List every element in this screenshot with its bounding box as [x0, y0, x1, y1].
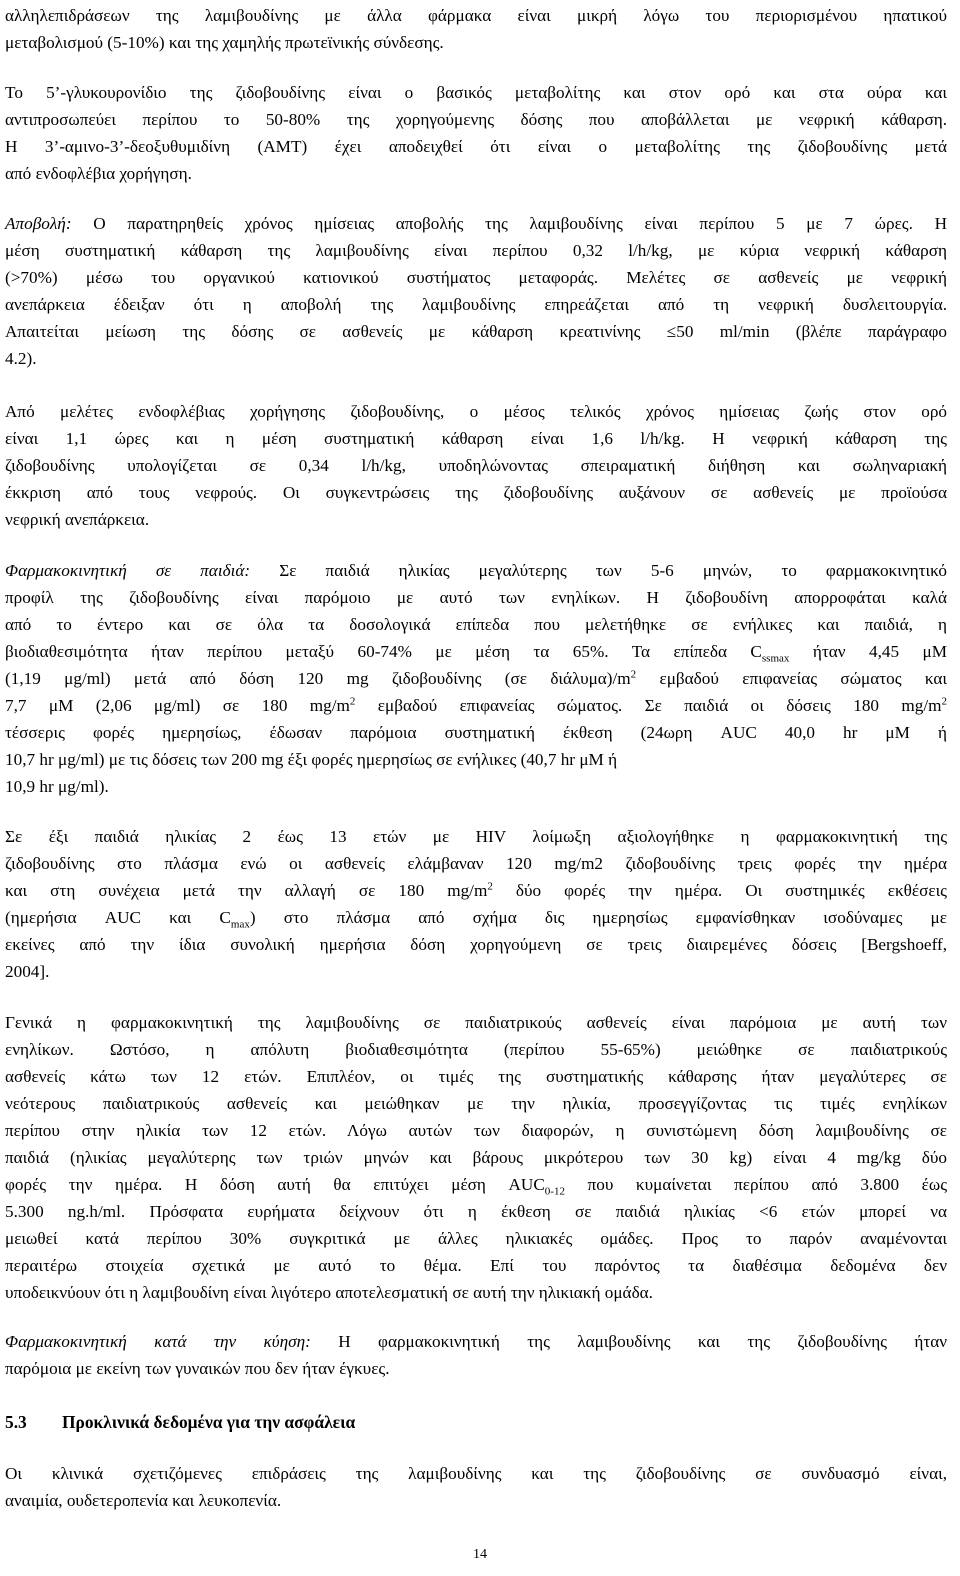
section-number: 5.3	[5, 1412, 27, 1432]
paragraph-iv-zidovudine	[5, 398, 947, 533]
text-line: Η 3’-αμινο-3’-δεοξυθυμιδίνη (AMT) έχει αποδειχθεί ότι είναι ο μεταβολίτης της ζιδοβουδίνης μετά	[5, 137, 947, 156]
text-line: είναι 1,1 ώρες και η μέση συστηματική κάθαρση είναι 1,6 l/h/kg. Η νεφρική κάθαρση της	[5, 429, 947, 448]
superscript: 2	[487, 880, 493, 893]
text-line: 10,9 hr μg/ml).	[5, 777, 109, 796]
text-fragment: που κυμαίνεται περίπου από 3.800 έως	[564, 1175, 948, 1194]
text-fragment: Ο παρατηρηθείς χρόνος ημίσειας αποβολής της λαμιβουδίνης είναι περίπου 5 με 7 ώρες. Η	[71, 214, 947, 233]
subscript: max	[230, 918, 250, 931]
text-line: 2004].	[5, 962, 50, 981]
text-line: έκκριση από τους νεφρούς. Οι συγκεντρώσεις της ζιδοβουδίνης αυξάνουν σε ασθενείς με προϊούσα	[5, 483, 947, 502]
text-fragment: Σε παιδιά ηλικίας μεγαλύτερης των 5-6 μηνών, το φαρμακοκινητικό	[250, 561, 947, 580]
text-line	[5, 692, 947, 719]
paragraph-preclinical	[5, 1460, 947, 1514]
superscript: 2	[349, 695, 356, 708]
text-line: Σε έξι παιδιά ηλικίας 2 έως 13 ετών με HIV λοίμωξη αξιολογήθηκε η φαρμακοκινητική της	[5, 827, 947, 846]
text-line: μειωθεί κατά περίπου 30% συγκριτικά με άλλες ηλικιακές ομάδες. Προς το παρόν αναμένονται	[5, 1229, 947, 1248]
text-line: Γενικά η φαρμακοκινητική της λαμιβουδίνης σε παιδιατρικούς ασθενείς είναι παρόμοια με αυτή των	[5, 1013, 947, 1032]
paragraph-elimination	[5, 210, 947, 372]
paragraph-hiv-children	[5, 823, 947, 985]
text-fragment: ήταν 4,45 μM	[789, 642, 948, 661]
text-line: ζιδοβουδίνης υπολογίζεται σε 0,34 l/h/kg, υποδηλώνοντας σπειραματική διήθηση και σωληναριακή	[5, 456, 947, 475]
paragraph-pediatric-pk	[5, 557, 947, 800]
paragraph-zidovudine-metabolite	[5, 79, 947, 187]
text-line	[5, 665, 947, 692]
text-line: νεότερους παιδιατρικούς ασθενείς και μειώθηκαν με την ηλικία, προσεγγίζοντας τις τιμές ενηλίκων	[5, 1094, 947, 1113]
text-line: 10,7 hr μg/ml) με τις δόσεις των 200 mg έξι φορές ημερησίως σε ενήλικες (40,7 hr μM ή	[5, 750, 618, 769]
text-line: Το 5’-γλυκουρονίδιο της ζιδοβουδίνης είναι ο βασικός μεταβολίτης και στον ορό και στα ούρα και	[5, 83, 947, 102]
paragraph-pediatric-lamivudine	[5, 1009, 947, 1306]
text-line: Από μελέτες ενδοφλέβιας χορήγησης ζιδοβουδίνης, ο μέσος τελικός χρόνος ημίσειας ζωής στον ορό	[5, 402, 947, 421]
text-line: από το έντερο και σε όλα τα δοσολογικά επίπεδα που μελετήθηκε σε ενήλικες και παιδιά, η	[5, 615, 947, 634]
text-line: παιδιά (ηλικίας μεγαλύτερης των τριών μηνών και βάρους μικρότερου των 30 kg) είναι 4 mg/kg δύο	[5, 1148, 947, 1167]
text-line: ανεπάρκεια έδειξαν ότι η αποβολή της λαμιβουδίνης επηρεάζεται από τη νεφρική δυσλειτουργία.	[5, 295, 947, 314]
text-fragment: βιοδιαθεσιμότητα ήταν περίπου μεταξύ 60-74% με μέση τα 65%. Τα επίπεδα C	[5, 642, 762, 661]
text-line	[5, 210, 947, 237]
text-fragment: 7,7 μM (2,06 μg/ml) σε 180 mg/m	[5, 696, 350, 715]
text-line: αλληλεπιδράσεων της λαμιβουδίνης με άλλα φάρμακα είναι μικρή λόγω του περιορισμένου ηπατικού	[5, 6, 947, 25]
text-line	[5, 557, 947, 584]
subscript: ssmax	[761, 652, 790, 665]
text-line: Απαιτείται μείωση της δόσης σε ασθενείς με κάθαρση κρεατινίνης ≤50 ml/min (βλέπε παράγραφο	[5, 322, 947, 341]
text-fragment: (ημερήσια AUC και C	[5, 908, 231, 927]
pregnancy-label: Φαρμακοκινητική κατά την κύηση:	[5, 1332, 311, 1351]
text-line: περαιτέρω στοιχεία σχετικά με αυτό το θέμα. Επί του παρόντος τα διαθέσιμα δεδομένα δεν	[5, 1256, 947, 1275]
text-line: νεφρική ανεπάρκεια.	[5, 510, 150, 529]
superscript: 2	[630, 668, 637, 681]
text-line: μέση συστηματική κάθαρση της λαμιβουδίνης είναι περίπου 0,32 l/h/kg, με κύρια νεφρική κάθαρση	[5, 241, 947, 260]
text-line: μεταβολισμού (5-10%) και της χαμηλής πρωτεϊνικής σύνδεσης.	[5, 33, 444, 52]
text-fragment: εμβαδού επιφανείας σώματος. Σε παιδιά οι δόσεις 180 mg/m	[355, 696, 942, 715]
text-fragment: Η φαρμακοκινητική της λαμιβουδίνης και της ζιδοβουδίνης ήταν	[310, 1332, 947, 1351]
text-line: ενηλίκων. Ωστόσο, η απόλυτη βιοδιαθεσιμότητα (περίπου 55-65%) μειώθηκε σε παιδιατρικούς	[5, 1040, 947, 1059]
subscript: 0-12	[544, 1185, 565, 1198]
text-fragment: ) στο πλάσμα από σχήμα δις ημερησίως εμφανίσθηκαν ισοδύναμες με	[249, 908, 947, 927]
paragraph-pregnancy-pk	[5, 1328, 947, 1382]
text-fragment: φορές την ημέρα. Η δόση αυτή θα επιτύχει μέση AUC	[5, 1175, 545, 1194]
text-line: περίπου στην ηλικία των 12 ετών. Λόγω αυτών των διαφορών, η συνιστώμενη δόση λαμιβουδίνης σε	[5, 1121, 947, 1140]
text-line: εκείνες από την ίδια συνολική ημερήσια δόση χορηγούμενη σε τρεις διαιρεμένες δόσεις [Bergshoeff,	[5, 935, 947, 954]
text-line	[5, 904, 947, 931]
text-line: τέσσερις φορές ημερησίως, έδωσαν παρόμοια συστηματική έκθεση (24ωρη AUC 40,0 hr μM ή	[5, 723, 947, 742]
text-line: (>70%) μέσω του οργανικού κατιονικού συστήματος μεταφοράς. Μελέτες σε ασθενείς με νεφρική	[5, 268, 947, 287]
text-line: ζιδοβουδίνης στο πλάσμα ενώ οι ασθενείς ελάμβαναν 120 mg/m2 ζιδοβουδίνης τρεις φορές την ημέρα	[5, 854, 947, 873]
text-line	[5, 1171, 947, 1198]
text-line	[5, 1328, 947, 1355]
text-fragment: και στη συνέχεια μετά την αλλαγή σε 180 mg/m	[5, 881, 488, 900]
paragraph-metabolism-intro	[5, 2, 947, 56]
text-line: παρόμοια με εκείνη των γυναικών που δεν ήταν έγκυες.	[5, 1359, 390, 1378]
text-line: Οι κλινικά σχετιζόμενες επιδράσεις της λαμιβουδίνης και της ζιδοβουδίνης σε συνδυασμό είναι,	[5, 1464, 947, 1483]
text-line: αντιπροσωπεύει περίπου το 50-80% της χορηγούμενης δόσης που αποβάλλεται με νεφρική κάθαρση.	[5, 110, 947, 129]
text-line: αναιμία, ουδετεροπενία και λευκοπενία.	[5, 1491, 282, 1510]
text-line	[5, 638, 947, 665]
text-line: προφίλ της ζιδοβουδίνης είναι παρόμοιο με αυτό των ενηλίκων. Η ζιδοβουδίνη απορροφάται καλά	[5, 588, 947, 607]
text-line	[5, 877, 947, 904]
text-fragment: εμβαδού επιφανείας σώματος και	[636, 669, 947, 688]
text-fragment: (1,19 μg/ml) μετά από δόση 120 mg ζιδοβουδίνης (σε διάλυμα)/m	[5, 669, 631, 688]
text-line: από ενδοφλέβια χορήγηση.	[5, 164, 192, 183]
text-line: υποδεικνύουν ότι η λαμιβουδίνη είναι λιγότερο αποτελεσματική σε αυτή την ηλικιακή ομάδα.	[5, 1283, 653, 1302]
page-number: 14	[473, 1547, 487, 1562]
section-title: Προκλινικά δεδομένα για την ασφάλεια	[62, 1412, 356, 1432]
section-heading	[5, 1410, 355, 1434]
text-line: 4.2).	[5, 349, 37, 368]
text-line: 5.300 ng.h/ml. Πρόσφατα ευρήματα δείχνουν ότι η έκθεση σε παιδιά ηλικίας <6 ετών μπορεί να	[5, 1202, 947, 1221]
text-line: ασθενείς κάτω των 12 ετών. Επιπλέον, οι τιμές της συστηματικής κάθαρσης ήταν μεγαλύτερες σε	[5, 1067, 947, 1086]
elimination-label: Αποβολή:	[5, 214, 72, 233]
pediatric-label: Φαρμακοκινητική σε παιδιά:	[5, 561, 251, 580]
text-fragment: δύο φορές την ημέρα. Οι συστημικές εκθέσεις	[492, 881, 947, 900]
superscript: 2	[941, 695, 948, 708]
